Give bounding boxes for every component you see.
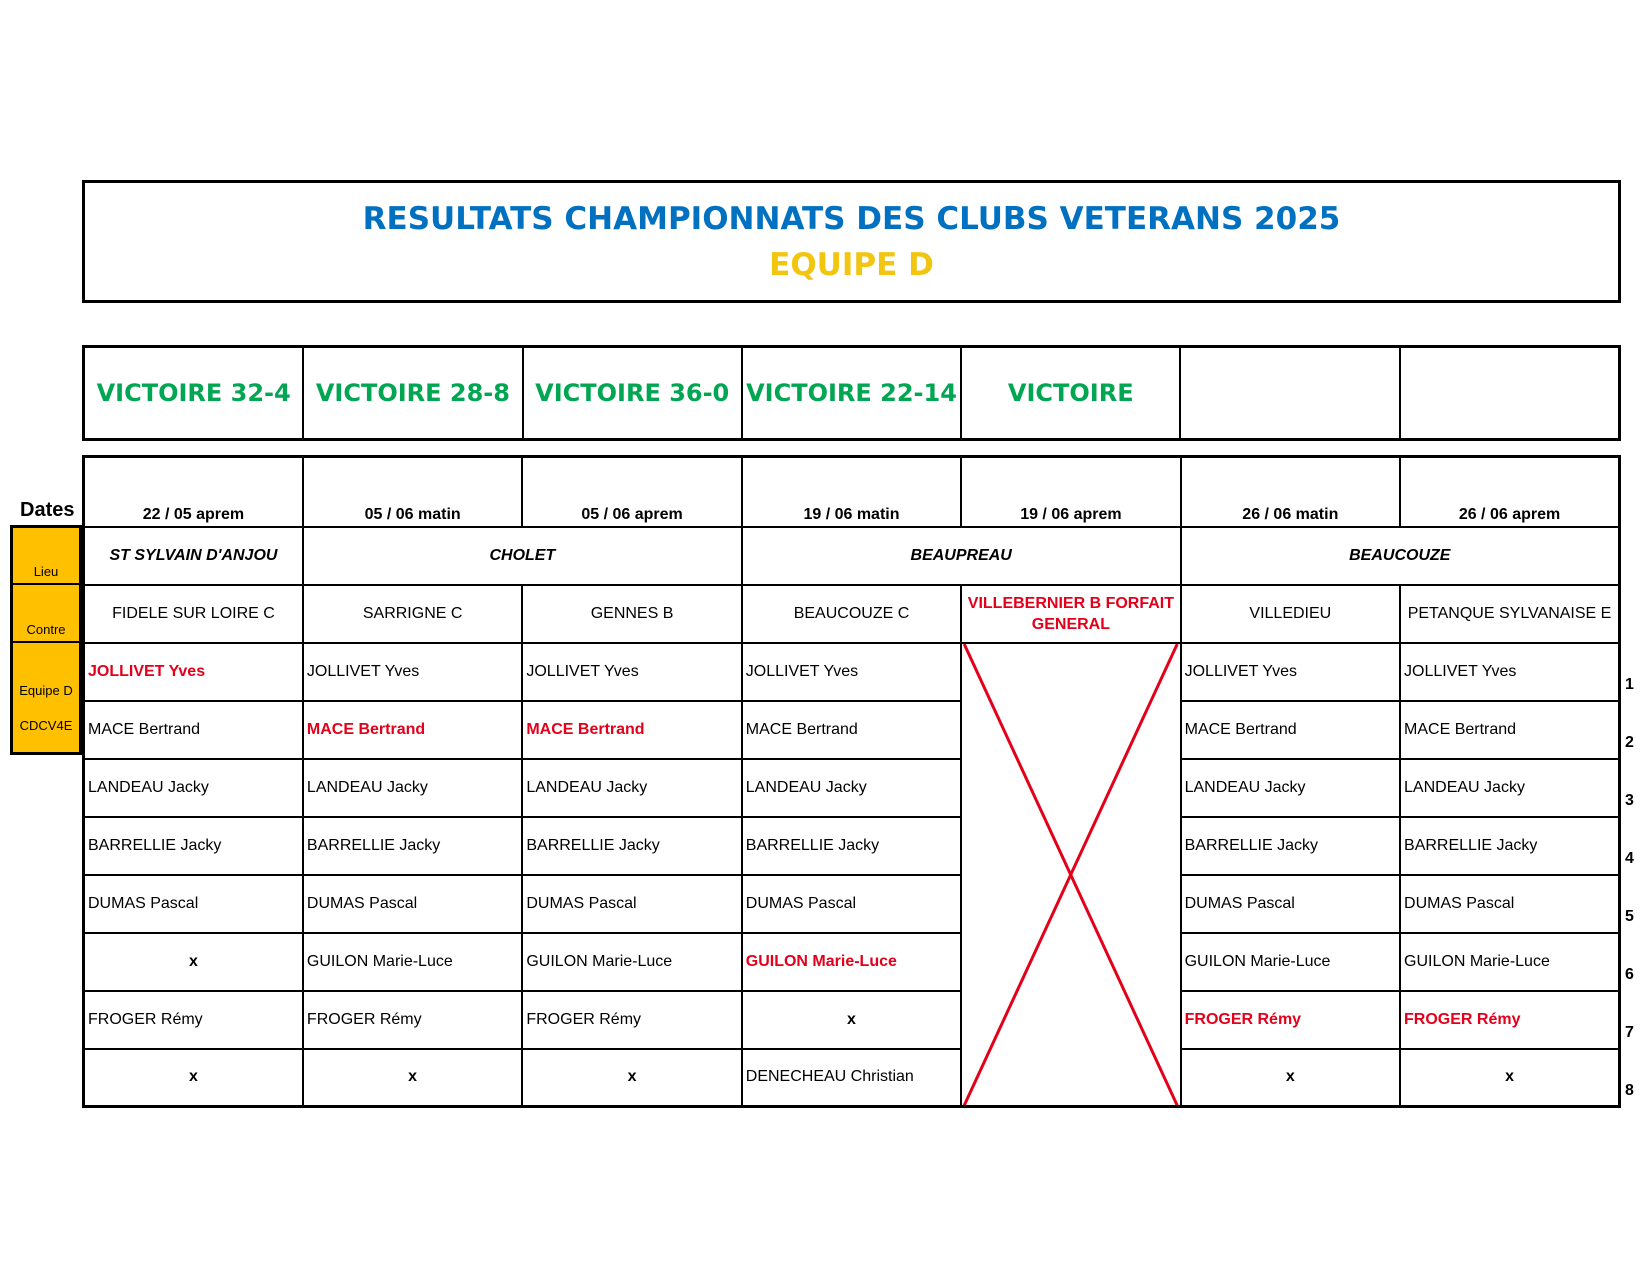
page-subtitle: EQUIPE D [769,247,934,283]
player-cell: JOLLIVET Yves [742,643,961,701]
equipe-label: Equipe D [19,683,73,698]
player-cell: JOLLIVET Yves [84,643,303,701]
row-number: 3 [1625,792,1634,809]
date-cell: 05 / 06 aprem [522,457,741,527]
player-cell: x [84,933,303,991]
legend-divider [13,641,79,643]
opponent-cell: BEAUCOUZE C [742,585,961,643]
dates-row [84,457,1620,527]
player-row [84,1049,1620,1107]
player-cell: LANDEAU Jacky [303,759,522,817]
player-cell: GUILON Marie-Luce [742,933,961,991]
side-legend [10,525,82,755]
row-number: 4 [1625,850,1634,867]
player-cell: MACE Bertrand [742,701,961,759]
page-title: RESULTATS CHAMPIONNATS DES CLUBS VETERANS 2025 [362,201,1341,237]
player-cell: MACE Bertrand [522,701,741,759]
player-cell: x [1181,1049,1400,1107]
player-row [84,759,1620,817]
code-label: CDCV4E [19,718,73,733]
player-cell: GUILON Marie-Luce [1181,933,1400,991]
player-cell: MACE Bertrand [1181,701,1400,759]
results-row [82,345,1621,441]
player-cell: x [742,991,961,1049]
player-cell: GUILON Marie-Luce [303,933,522,991]
player-cell: JOLLIVET Yves [522,643,741,701]
date-cell: 26 / 06 aprem [1400,457,1619,527]
opponent-cell: GENNES B [522,585,741,643]
player-cell: LANDEAU Jacky [84,759,303,817]
row-number: 5 [1625,908,1634,925]
player-cell: LANDEAU Jacky [1181,759,1400,817]
date-cell: 26 / 06 matin [1181,457,1400,527]
player-cell: DENECHEAU Christian [742,1049,961,1107]
player-row [84,643,1620,701]
player-cell: FROGER Rémy [522,991,741,1049]
player-cell: DUMAS Pascal [303,875,522,933]
player-cell: DUMAS Pascal [84,875,303,933]
row-number: 8 [1625,1082,1634,1099]
forfait-cross [961,643,1180,1107]
player-cell: x [1400,1049,1619,1107]
date-cell: 22 / 05 aprem [84,457,303,527]
forfait-cell: VILLEBERNIER B FORFAIT GENERAL [961,585,1180,643]
player-cell: GUILON Marie-Luce [1400,933,1619,991]
player-cell: x [84,1049,303,1107]
player-cell: DUMAS Pascal [522,875,741,933]
lieu-row [84,527,1620,585]
player-cell: BARRELLIE Jacky [303,817,522,875]
result-cell: VICTOIRE 32-4 [85,348,304,438]
player-cell: FROGER Rémy [84,991,303,1049]
contre-row [84,585,1620,643]
player-cell: LANDEAU Jacky [522,759,741,817]
player-row [84,991,1620,1049]
player-cell: BARRELLIE Jacky [1400,817,1619,875]
date-cell: 19 / 06 matin [742,457,961,527]
player-cell: BARRELLIE Jacky [1181,817,1400,875]
player-row [84,701,1620,759]
player-cell: DUMAS Pascal [1400,875,1619,933]
opponent-cell: FIDELE SUR LOIRE C [84,585,303,643]
player-cell: BARRELLIE Jacky [522,817,741,875]
opponent-cell: VILLEDIEU [1181,585,1400,643]
title-box [82,180,1621,303]
player-cell: MACE Bertrand [1400,701,1619,759]
results-grid [82,455,1621,1104]
lieu-cell: BEAUPREAU [742,527,1181,585]
player-cell: LANDEAU Jacky [1400,759,1619,817]
player-cell: MACE Bertrand [84,701,303,759]
opponent-cell: SARRIGNE C [303,585,522,643]
row-number: 7 [1625,1024,1634,1041]
player-cell: JOLLIVET Yves [1181,643,1400,701]
player-row [84,817,1620,875]
result-cell: VICTOIRE 36-0 [524,348,743,438]
contre-label: Contre [26,622,66,637]
result-cell [1181,348,1400,438]
player-cell: DUMAS Pascal [742,875,961,933]
result-cell: VICTOIRE 22-14 [743,348,962,438]
player-cell: FROGER Rémy [1181,991,1400,1049]
player-cell: BARRELLIE Jacky [742,817,961,875]
date-cell: 05 / 06 matin [303,457,522,527]
row-number: 1 [1625,676,1634,693]
player-cell: JOLLIVET Yves [1400,643,1619,701]
row-number: 2 [1625,734,1634,751]
player-cell: x [522,1049,741,1107]
result-cell: VICTOIRE [962,348,1181,438]
lieu-label: Lieu [33,564,59,579]
dates-label: Dates [20,499,75,521]
player-row [84,875,1620,933]
legend-divider [13,583,79,585]
player-cell: FROGER Rémy [303,991,522,1049]
player-cell: FROGER Rémy [1400,991,1619,1049]
row-number: 6 [1625,966,1634,983]
player-cell: JOLLIVET Yves [303,643,522,701]
player-row [84,933,1620,991]
date-cell: 19 / 06 aprem [961,457,1180,527]
player-cell: DUMAS Pascal [1181,875,1400,933]
player-cell: MACE Bertrand [303,701,522,759]
player-cell: LANDEAU Jacky [742,759,961,817]
lieu-cell: BEAUCOUZE [1181,527,1620,585]
opponent-cell: PETANQUE SYLVANAISE E [1400,585,1619,643]
lieu-cell: ST SYLVAIN D'ANJOU [84,527,303,585]
result-cell [1401,348,1618,438]
result-cell: VICTOIRE 28-8 [304,348,523,438]
player-cell: GUILON Marie-Luce [522,933,741,991]
player-cell: x [303,1049,522,1107]
lieu-cell: CHOLET [303,527,742,585]
player-cell: BARRELLIE Jacky [84,817,303,875]
